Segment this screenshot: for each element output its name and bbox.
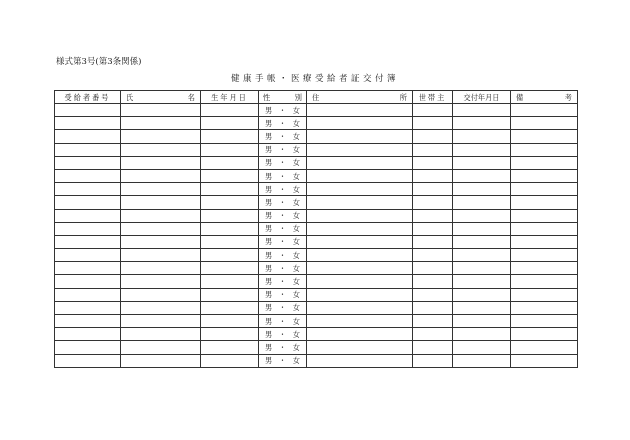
table-row xyxy=(55,315,578,328)
sex-female-option[interactable]: 女 xyxy=(292,158,300,168)
sex-female-option[interactable]: 女 xyxy=(292,303,300,313)
issue-date-cell[interactable] xyxy=(453,196,511,209)
issue-date-cell[interactable] xyxy=(453,169,511,182)
remarks-cell[interactable] xyxy=(511,315,578,328)
address-cell[interactable] xyxy=(307,196,413,209)
sex-male-option[interactable]: 男 xyxy=(265,237,273,247)
table-row xyxy=(55,222,578,235)
householder-cell[interactable] xyxy=(413,235,453,248)
remarks-cell[interactable] xyxy=(511,275,578,288)
householder-cell[interactable] xyxy=(413,196,453,209)
issue-date-cell[interactable] xyxy=(453,262,511,275)
birth-date-cell[interactable] xyxy=(201,104,259,117)
birth-date-cell[interactable] xyxy=(201,315,259,328)
remarks-cell[interactable] xyxy=(511,104,578,117)
header-sex-left: 性 xyxy=(263,92,271,102)
table-row xyxy=(55,104,578,117)
sex-choice xyxy=(259,302,306,313)
register-body xyxy=(55,104,578,368)
sex-female-option[interactable]: 女 xyxy=(292,237,300,247)
sex-separator: ・ xyxy=(278,197,287,207)
register-table xyxy=(54,90,578,368)
sex-female-option[interactable]: 女 xyxy=(292,197,300,207)
birth-date-cell[interactable] xyxy=(201,143,259,156)
sex-male-option[interactable]: 男 xyxy=(265,171,273,181)
address-cell[interactable] xyxy=(307,354,413,367)
sex-female-option[interactable]: 女 xyxy=(292,290,300,300)
name-cell[interactable] xyxy=(121,130,201,143)
sex-choice xyxy=(259,171,306,182)
sex-female-option[interactable]: 女 xyxy=(292,118,300,128)
number-cell[interactable] xyxy=(55,288,121,301)
birth-date-cell[interactable] xyxy=(201,222,259,235)
address-cell[interactable] xyxy=(307,209,413,222)
header-recipient-number: 受給者番号 xyxy=(55,91,121,104)
birth-date-cell[interactable] xyxy=(201,262,259,275)
sex-choice xyxy=(259,210,306,221)
document-title: 健康手帳・医療受給者証交付簿 xyxy=(230,74,399,84)
number-cell[interactable] xyxy=(55,235,121,248)
number-cell[interactable] xyxy=(55,169,121,182)
number-cell[interactable] xyxy=(55,156,121,169)
sex-cell[interactable] xyxy=(259,354,307,367)
sex-choice xyxy=(259,131,306,142)
name-cell[interactable] xyxy=(121,183,201,196)
householder-cell[interactable] xyxy=(413,104,453,117)
header-issue-date: 交付年月日 xyxy=(453,91,511,104)
table-row xyxy=(55,262,578,275)
issue-date-cell[interactable] xyxy=(453,315,511,328)
issue-date-cell[interactable] xyxy=(453,354,511,367)
address-cell[interactable] xyxy=(307,222,413,235)
sex-male-option[interactable]: 男 xyxy=(265,263,273,273)
birth-date-cell[interactable] xyxy=(201,328,259,341)
sex-choice xyxy=(259,157,306,168)
sex-female-option[interactable]: 女 xyxy=(292,131,300,141)
sex-cell[interactable] xyxy=(259,104,307,117)
name-cell[interactable] xyxy=(121,341,201,354)
sex-cell[interactable] xyxy=(259,341,307,354)
householder-cell[interactable] xyxy=(413,143,453,156)
householder-cell[interactable] xyxy=(413,354,453,367)
remarks-cell[interactable] xyxy=(511,235,578,248)
birth-date-cell[interactable] xyxy=(201,156,259,169)
address-cell[interactable] xyxy=(307,262,413,275)
householder-cell[interactable] xyxy=(413,341,453,354)
remarks-cell[interactable] xyxy=(511,288,578,301)
number-cell[interactable] xyxy=(55,209,121,222)
name-cell[interactable] xyxy=(121,262,201,275)
table-row xyxy=(55,328,578,341)
name-cell[interactable] xyxy=(121,104,201,117)
address-cell[interactable] xyxy=(307,156,413,169)
header-remarks-left: 備 xyxy=(516,92,524,102)
sex-male-option[interactable]: 男 xyxy=(265,184,273,194)
sex-cell[interactable] xyxy=(259,249,307,262)
sex-cell[interactable] xyxy=(259,143,307,156)
issue-date-cell[interactable] xyxy=(453,156,511,169)
sex-male-option[interactable]: 男 xyxy=(265,356,273,366)
sex-male-option[interactable]: 男 xyxy=(265,211,273,221)
issue-date-cell[interactable] xyxy=(453,288,511,301)
table-row xyxy=(55,169,578,182)
number-cell[interactable] xyxy=(55,104,121,117)
table-row xyxy=(55,117,578,130)
table-row xyxy=(55,354,578,367)
sex-female-option[interactable]: 女 xyxy=(292,211,300,221)
birth-date-cell[interactable] xyxy=(201,183,259,196)
birth-date-cell[interactable] xyxy=(201,341,259,354)
number-cell[interactable] xyxy=(55,183,121,196)
header-householder: 世帯主 xyxy=(413,91,453,104)
number-cell[interactable] xyxy=(55,301,121,314)
name-cell[interactable] xyxy=(121,275,201,288)
sex-cell[interactable] xyxy=(259,301,307,314)
sex-separator: ・ xyxy=(278,342,287,352)
sex-choice xyxy=(259,316,306,327)
address-cell[interactable] xyxy=(307,130,413,143)
sex-choice xyxy=(259,197,306,208)
sex-cell[interactable] xyxy=(259,130,307,143)
number-cell[interactable] xyxy=(55,341,121,354)
remarks-cell[interactable] xyxy=(511,209,578,222)
sex-female-option[interactable]: 女 xyxy=(292,329,300,339)
sex-separator: ・ xyxy=(278,316,287,326)
sex-choice xyxy=(259,289,306,300)
address-cell[interactable] xyxy=(307,104,413,117)
birth-date-cell[interactable] xyxy=(201,275,259,288)
issue-date-cell[interactable] xyxy=(453,104,511,117)
householder-cell[interactable] xyxy=(413,315,453,328)
table-row xyxy=(55,301,578,314)
issue-date-cell[interactable] xyxy=(453,328,511,341)
remarks-cell[interactable] xyxy=(511,117,578,130)
householder-cell[interactable] xyxy=(413,209,453,222)
issue-date-cell[interactable] xyxy=(453,249,511,262)
table-row xyxy=(55,196,578,209)
name-cell[interactable] xyxy=(121,315,201,328)
sex-separator: ・ xyxy=(278,277,287,287)
remarks-cell[interactable] xyxy=(511,341,578,354)
sex-choice xyxy=(259,263,306,274)
table-row xyxy=(55,235,578,248)
remarks-cell[interactable] xyxy=(511,222,578,235)
sex-female-option[interactable]: 女 xyxy=(292,250,300,260)
header-remarks xyxy=(511,91,578,104)
sex-female-option[interactable]: 女 xyxy=(292,105,300,115)
address-cell[interactable] xyxy=(307,169,413,182)
sex-cell[interactable] xyxy=(259,328,307,341)
name-cell[interactable] xyxy=(121,222,201,235)
sex-separator: ・ xyxy=(278,105,287,115)
sex-cell[interactable] xyxy=(259,169,307,182)
sex-female-option[interactable]: 女 xyxy=(292,145,300,155)
number-cell[interactable] xyxy=(55,275,121,288)
sex-separator: ・ xyxy=(278,158,287,168)
header-sex-right: 別 xyxy=(294,92,302,102)
birth-date-cell[interactable] xyxy=(201,196,259,209)
sex-cell[interactable] xyxy=(259,275,307,288)
householder-cell[interactable] xyxy=(413,249,453,262)
remarks-cell[interactable] xyxy=(511,354,578,367)
issue-date-cell[interactable] xyxy=(453,235,511,248)
sex-cell[interactable] xyxy=(259,315,307,328)
sex-separator: ・ xyxy=(278,290,287,300)
sex-male-option[interactable]: 男 xyxy=(265,197,273,207)
birth-date-cell[interactable] xyxy=(201,249,259,262)
birth-date-cell[interactable] xyxy=(201,301,259,314)
sex-choice xyxy=(259,184,306,195)
issue-date-cell[interactable] xyxy=(453,222,511,235)
address-cell[interactable] xyxy=(307,275,413,288)
header-name-left: 氏 xyxy=(126,92,134,102)
table-row xyxy=(55,183,578,196)
sex-female-option[interactable]: 女 xyxy=(292,277,300,287)
name-cell[interactable] xyxy=(121,235,201,248)
header-row xyxy=(55,91,578,104)
table-row xyxy=(55,209,578,222)
remarks-cell[interactable] xyxy=(511,183,578,196)
sex-male-option[interactable]: 男 xyxy=(265,342,273,352)
sex-choice xyxy=(259,276,306,287)
header-remarks-right: 考 xyxy=(564,92,572,102)
sex-cell[interactable] xyxy=(259,262,307,275)
sex-separator: ・ xyxy=(278,145,287,155)
number-cell[interactable] xyxy=(55,249,121,262)
name-cell[interactable] xyxy=(121,143,201,156)
birth-date-cell[interactable] xyxy=(201,288,259,301)
sex-separator: ・ xyxy=(278,263,287,273)
address-cell[interactable] xyxy=(307,288,413,301)
issue-date-cell[interactable] xyxy=(453,117,511,130)
sex-choice xyxy=(259,118,306,129)
number-cell[interactable] xyxy=(55,196,121,209)
issue-date-cell[interactable] xyxy=(453,209,511,222)
sex-separator: ・ xyxy=(278,118,287,128)
sex-male-option[interactable]: 男 xyxy=(265,316,273,326)
sex-separator: ・ xyxy=(278,303,287,313)
name-cell[interactable] xyxy=(121,169,201,182)
table-row xyxy=(55,156,578,169)
issue-date-cell[interactable] xyxy=(453,183,511,196)
number-cell[interactable] xyxy=(55,222,121,235)
sex-cell[interactable] xyxy=(259,156,307,169)
name-cell[interactable] xyxy=(121,196,201,209)
remarks-cell[interactable] xyxy=(511,169,578,182)
number-cell[interactable] xyxy=(55,315,121,328)
birth-date-cell[interactable] xyxy=(201,130,259,143)
remarks-cell[interactable] xyxy=(511,262,578,275)
sex-separator: ・ xyxy=(278,237,287,247)
table-row xyxy=(55,143,578,156)
header-address xyxy=(307,91,413,104)
sex-choice xyxy=(259,329,306,340)
sex-female-option[interactable]: 女 xyxy=(292,356,300,366)
birth-date-cell[interactable] xyxy=(201,354,259,367)
issue-date-cell[interactable] xyxy=(453,301,511,314)
sex-choice xyxy=(259,342,306,353)
householder-cell[interactable] xyxy=(413,262,453,275)
sex-male-option[interactable]: 男 xyxy=(265,131,273,141)
address-cell[interactable] xyxy=(307,249,413,262)
sex-female-option[interactable]: 女 xyxy=(292,224,300,234)
address-cell[interactable] xyxy=(307,235,413,248)
sex-male-option[interactable]: 男 xyxy=(265,303,273,313)
number-cell[interactable] xyxy=(55,262,121,275)
sex-male-option[interactable]: 男 xyxy=(265,250,273,260)
sex-choice xyxy=(259,355,306,366)
sex-separator: ・ xyxy=(278,250,287,260)
header-name-right: 名 xyxy=(187,92,195,102)
address-cell[interactable] xyxy=(307,328,413,341)
sex-male-option[interactable]: 男 xyxy=(265,118,273,128)
sex-separator: ・ xyxy=(278,184,287,194)
householder-cell[interactable] xyxy=(413,183,453,196)
sex-choice xyxy=(259,223,306,234)
address-cell[interactable] xyxy=(307,143,413,156)
sex-male-option[interactable]: 男 xyxy=(265,224,273,234)
address-cell[interactable] xyxy=(307,315,413,328)
name-cell[interactable] xyxy=(121,156,201,169)
name-cell[interactable] xyxy=(121,209,201,222)
sex-separator: ・ xyxy=(278,356,287,366)
table-row xyxy=(55,275,578,288)
birth-date-cell[interactable] xyxy=(201,209,259,222)
table-row xyxy=(55,249,578,262)
sex-choice xyxy=(259,250,306,261)
householder-cell[interactable] xyxy=(413,328,453,341)
householder-cell[interactable] xyxy=(413,288,453,301)
sex-separator: ・ xyxy=(278,329,287,339)
householder-cell[interactable] xyxy=(413,275,453,288)
sex-cell[interactable] xyxy=(259,288,307,301)
sex-choice xyxy=(259,236,306,247)
address-cell[interactable] xyxy=(307,341,413,354)
sex-separator: ・ xyxy=(278,211,287,221)
remarks-cell[interactable] xyxy=(511,143,578,156)
sex-cell[interactable] xyxy=(259,222,307,235)
address-cell[interactable] xyxy=(307,117,413,130)
table-row xyxy=(55,288,578,301)
name-cell[interactable] xyxy=(121,301,201,314)
householder-cell[interactable] xyxy=(413,222,453,235)
table-row xyxy=(55,130,578,143)
remarks-cell[interactable] xyxy=(511,130,578,143)
form-number-label: 様式第3号(第3条関係) xyxy=(56,57,142,67)
number-cell[interactable] xyxy=(55,328,121,341)
issue-date-cell[interactable] xyxy=(453,275,511,288)
sex-male-option[interactable]: 男 xyxy=(265,158,273,168)
householder-cell[interactable] xyxy=(413,169,453,182)
number-cell[interactable] xyxy=(55,117,121,130)
sex-separator: ・ xyxy=(278,224,287,234)
sex-separator: ・ xyxy=(278,171,287,181)
table-row xyxy=(55,341,578,354)
sex-choice xyxy=(259,144,306,155)
sex-male-option[interactable]: 男 xyxy=(265,277,273,287)
sex-male-option[interactable]: 男 xyxy=(265,329,273,339)
sex-cell[interactable] xyxy=(259,196,307,209)
name-cell[interactable] xyxy=(121,249,201,262)
sex-cell[interactable] xyxy=(259,235,307,248)
issue-date-cell[interactable] xyxy=(453,341,511,354)
birth-date-cell[interactable] xyxy=(201,117,259,130)
remarks-cell[interactable] xyxy=(511,301,578,314)
householder-cell[interactable] xyxy=(413,301,453,314)
remarks-cell[interactable] xyxy=(511,156,578,169)
sex-male-option[interactable]: 男 xyxy=(265,290,273,300)
remarks-cell[interactable] xyxy=(511,249,578,262)
sex-cell[interactable] xyxy=(259,183,307,196)
sex-female-option[interactable]: 女 xyxy=(292,263,300,273)
sex-female-option[interactable]: 女 xyxy=(292,316,300,326)
header-name xyxy=(121,91,201,104)
issue-date-cell[interactable] xyxy=(453,130,511,143)
householder-cell[interactable] xyxy=(413,117,453,130)
name-cell[interactable] xyxy=(121,354,201,367)
sex-male-option[interactable]: 男 xyxy=(265,145,273,155)
sex-female-option[interactable]: 女 xyxy=(292,171,300,181)
sex-cell[interactable] xyxy=(259,209,307,222)
address-cell[interactable] xyxy=(307,301,413,314)
householder-cell[interactable] xyxy=(413,130,453,143)
address-cell[interactable] xyxy=(307,183,413,196)
sex-choice xyxy=(259,105,306,116)
number-cell[interactable] xyxy=(55,143,121,156)
householder-cell[interactable] xyxy=(413,156,453,169)
sex-female-option[interactable]: 女 xyxy=(292,184,300,194)
sex-separator: ・ xyxy=(278,131,287,141)
remarks-cell[interactable] xyxy=(511,328,578,341)
birth-date-cell[interactable] xyxy=(201,169,259,182)
issue-date-cell[interactable] xyxy=(453,143,511,156)
name-cell[interactable] xyxy=(121,288,201,301)
remarks-cell[interactable] xyxy=(511,196,578,209)
header-sex xyxy=(259,91,307,104)
header-birth-date: 生年月日 xyxy=(201,91,259,104)
number-cell[interactable] xyxy=(55,354,121,367)
name-cell[interactable] xyxy=(121,117,201,130)
sex-male-option[interactable]: 男 xyxy=(265,105,273,115)
birth-date-cell[interactable] xyxy=(201,235,259,248)
number-cell[interactable] xyxy=(55,130,121,143)
header-address-left: 住 xyxy=(312,92,320,102)
name-cell[interactable] xyxy=(121,328,201,341)
header-address-right: 所 xyxy=(399,92,407,102)
sex-female-option[interactable]: 女 xyxy=(292,342,300,352)
sex-cell[interactable] xyxy=(259,117,307,130)
